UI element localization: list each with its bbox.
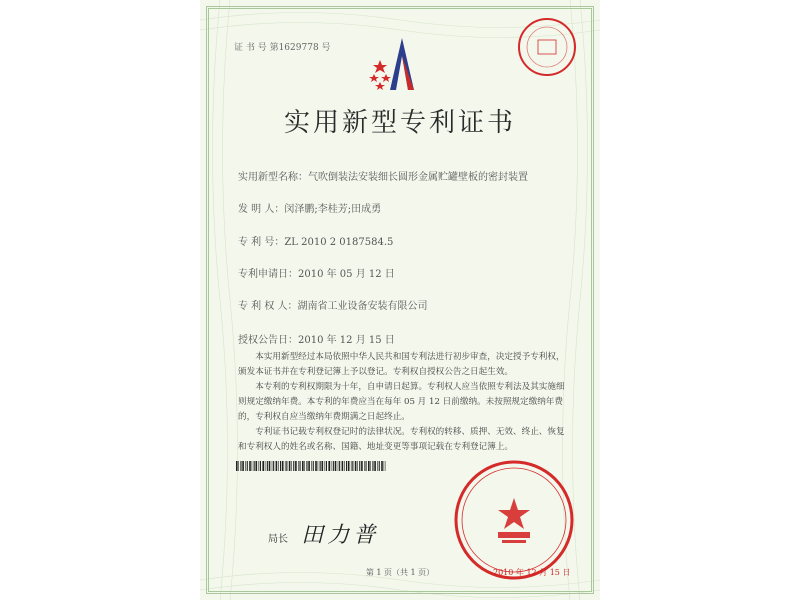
patent-office-emblem-icon [368, 36, 438, 94]
barcode-icon [236, 461, 386, 471]
seal-date: 2010 年 12 月 15 日 [493, 568, 571, 577]
field-grant-date [238, 331, 395, 346]
certificate-number: 证 书 号 第1629778 号 [234, 43, 331, 53]
field-application-date [238, 265, 395, 280]
field-patentee [238, 297, 428, 312]
paragraph: 本实用新型经过本局依照中华人民共和国专利法进行初步审查，决定授予专利权，颁发本证书并在专利登记簿上予以登记。专利权自授权公告之日起生效。 [238, 352, 565, 377]
field-value: 2010 年 12 月 15 日 [298, 335, 395, 346]
certificate-body-text [238, 350, 568, 455]
field-utility-model-name [238, 168, 528, 183]
field-value: 湖南省工业设备安装有限公司 [297, 301, 428, 312]
director-label: 局长 [268, 534, 288, 545]
paragraph: 专利证书记载专利权登记时的法律状况。专利权的转移、质押、无效、终止、恢复和专利权人的姓名或名称、国籍、地址变更等事项记载在专利登记簿上。 [238, 427, 565, 452]
page-footer: 第 1 页（共 1 页） [365, 568, 435, 577]
top-seal-icon [516, 16, 578, 78]
field-label: 专 利 权 人： [238, 301, 298, 312]
field-value: ZL 2010 2 0187584.5 [284, 237, 394, 248]
field-patent-number [238, 233, 393, 248]
certificate-title: 实用新型专利证书 [283, 108, 516, 138]
paragraph: 本专利的专利权期限为十年，自申请日起算。专利权人应当依照专利法及其实施细则规定缴纳年费。本专利的年费应当在每年 05 月 12 日前缴纳。未按照规定缴纳年费的，专利权自应当缴纳年费期满之日起终止。 [238, 382, 565, 422]
patent-certificate [200, 0, 600, 600]
field-label: 专利申请日： [238, 269, 298, 280]
field-value: 气吹倒装法安装细长圆形金属贮罐壁板的密封装置 [308, 172, 528, 183]
field-inventors [238, 200, 381, 215]
field-label: 实用新型名称： [238, 172, 308, 183]
director-signature: 田力普 [301, 523, 380, 548]
field-label: 授权公告日： [238, 335, 298, 346]
director-block [268, 518, 379, 549]
official-seal-icon [452, 458, 576, 582]
field-value: 闵泽鹏;李桂芳;田成勇 [284, 204, 382, 215]
field-value: 2010 年 05 月 12 日 [298, 269, 395, 280]
field-label: 发 明 人： [238, 204, 285, 215]
field-label: 专 利 号： [238, 237, 285, 248]
